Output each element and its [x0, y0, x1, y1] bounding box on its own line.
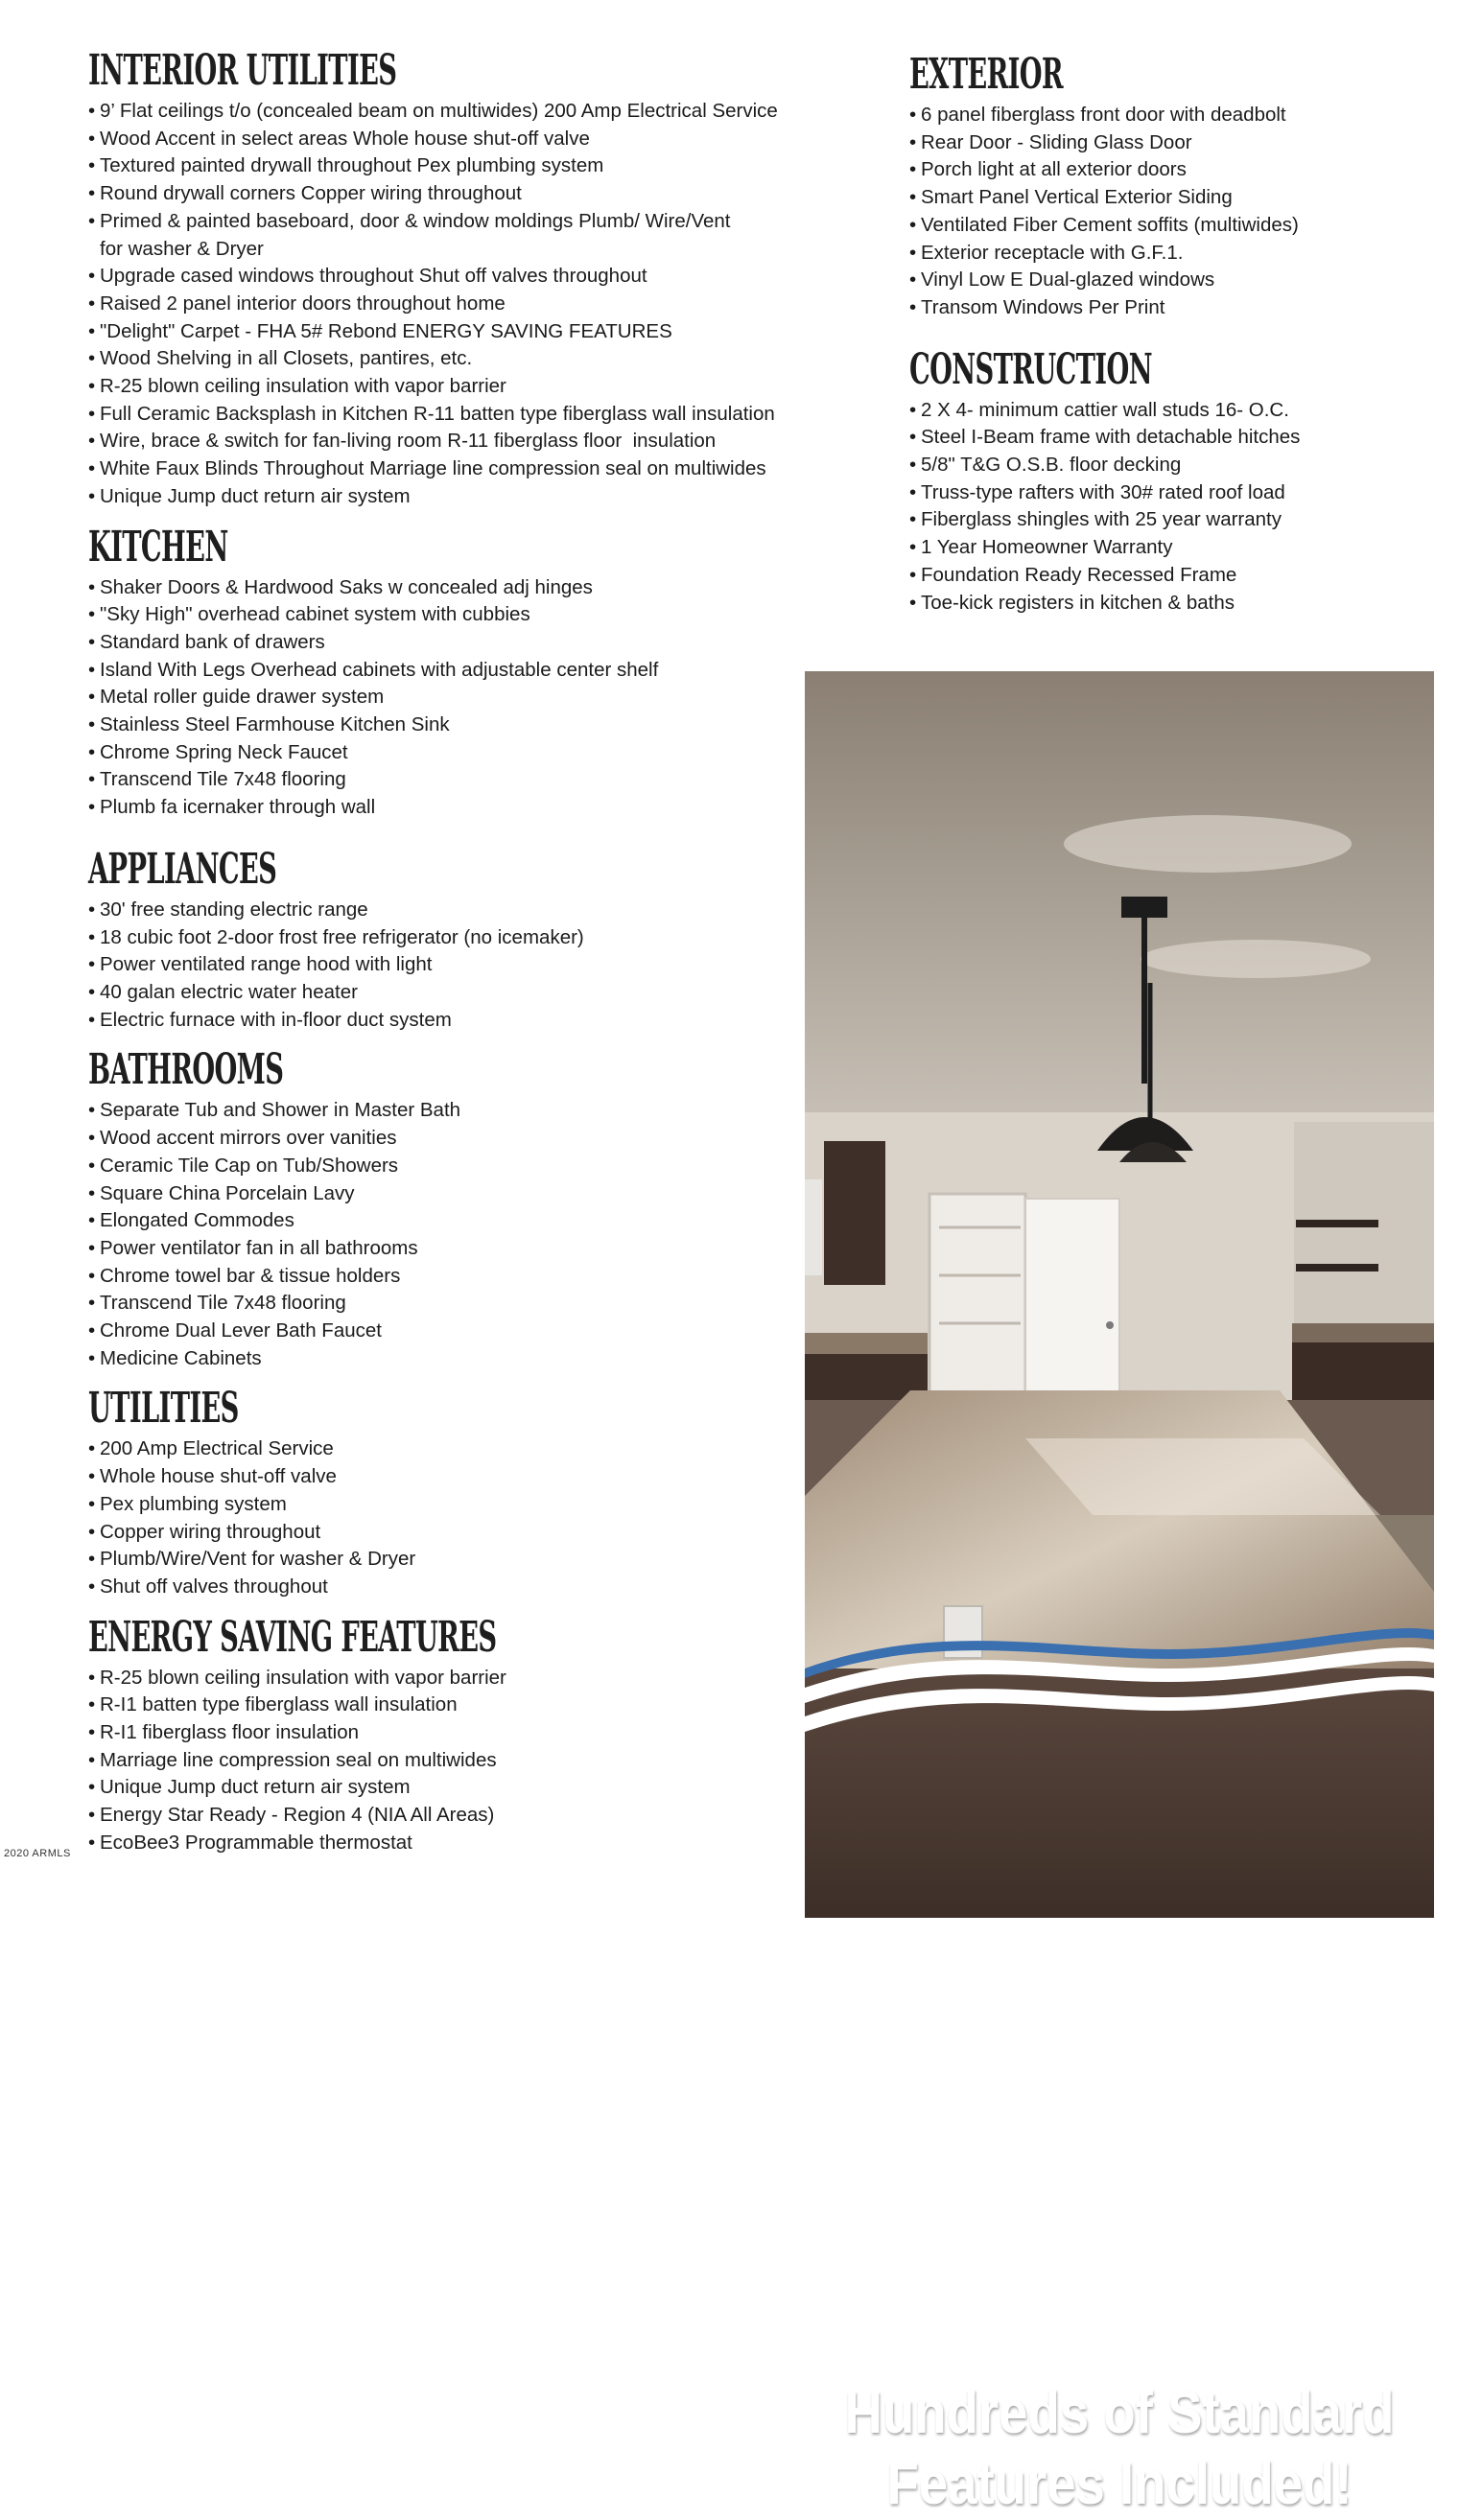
- promo-line-2: Features Included!: [886, 2451, 1353, 2517]
- list-item: • Copper wiring throughout: [88, 1519, 827, 1547]
- energy-saving-heading: ENERGY SAVING FEATURES: [88, 1612, 497, 1662]
- list-item: • Standard bank of drawers: [88, 629, 827, 657]
- list-item: • Power ventilator fan in all bathrooms: [88, 1235, 827, 1263]
- energy-saving-list: [88, 1665, 827, 1857]
- list-item: • Smart Panel Vertical Exterior Siding: [909, 184, 1447, 212]
- left-column: [88, 44, 827, 1867]
- list-item: • Full Ceramic Backsplash in Kitchen R-11 batten type fiberglass wall insulation: [88, 401, 827, 429]
- list-item: • Upgrade cased windows throughout Shut off valves throughout: [88, 263, 827, 291]
- list-item: • Unique Jump duct return air system: [88, 1774, 827, 1802]
- list-item: • Shut off valves throughout: [88, 1574, 827, 1601]
- list-item: • 1 Year Homeowner Warranty: [909, 534, 1447, 562]
- list-item: • Wood Shelving in all Closets, pantires, etc.: [88, 345, 827, 373]
- appliances-list: [88, 897, 827, 1035]
- list-item: • 200 Amp Electrical Service: [88, 1435, 827, 1463]
- list-item: • Shaker Doors & Hardwood Saks w concealed adj hinges: [88, 574, 827, 602]
- right-column: [909, 48, 1447, 626]
- list-item: • Island With Legs Overhead cabinets with adjustable center shelf: [88, 657, 827, 685]
- list-item: • White Faux Blinds Throughout Marriage line compression seal on multiwides: [88, 455, 827, 483]
- list-item: • Wire, brace & switch for fan-living room R-11 fiberglass floor insulation: [88, 428, 827, 455]
- list-item: • 40 galan electric water heater: [88, 979, 827, 1007]
- list-item: • Round drywall corners Copper wiring throughout: [88, 180, 827, 208]
- list-item: • Pex plumbing system: [88, 1491, 827, 1519]
- list-item: • Wood accent mirrors over vanities: [88, 1125, 827, 1153]
- list-item: • R-I1 fiberglass floor insulation: [88, 1719, 827, 1747]
- list-item: • Steel I-Beam frame with detachable hitches: [909, 424, 1447, 452]
- list-item: • Textured painted drywall throughout Pex plumbing system: [88, 152, 827, 180]
- list-item: • 2 X 4- minimum cattier wall studs 16- O.C.: [909, 397, 1447, 425]
- list-item: • Transcend Tile 7x48 flooring: [88, 766, 827, 794]
- copyright-notice: 2020 ARMLS: [4, 1848, 71, 1859]
- list-item: • Plumb fa icernaker through wall: [88, 794, 827, 822]
- list-item: • Vinyl Low E Dual-glazed windows: [909, 267, 1447, 294]
- kitchen-list: [88, 574, 827, 822]
- list-item: • Marriage line compression seal on multiwides: [88, 1747, 827, 1775]
- list-item: • Electric furnace with in-floor duct system: [88, 1007, 827, 1035]
- list-item: • 30' free standing electric range: [88, 897, 827, 924]
- list-item: • Transom Windows Per Print: [909, 294, 1447, 322]
- list-item: • Ventilated Fiber Cement soffits (multiwides): [909, 212, 1447, 240]
- list-item: • Truss-type rafters with 30# rated roof load: [909, 479, 1447, 507]
- list-item: • Chrome Spring Neck Faucet: [88, 739, 827, 767]
- list-item: • Fiberglass shingles with 25 year warranty: [909, 506, 1447, 534]
- list-item: • "Delight" Carpet - FHA 5# Rebond ENERGY SAVING FEATURES: [88, 318, 827, 346]
- list-item: • Primed & painted baseboard, door & window moldings Plumb/ Wire/Vent for washer & Dryer: [88, 208, 827, 263]
- list-item: • 18 cubic foot 2-door frost free refrigerator (no icemaker): [88, 924, 827, 952]
- list-item: • Square China Porcelain Lavy: [88, 1180, 827, 1208]
- list-item: • R-25 blown ceiling insulation with vapor barrier: [88, 1665, 827, 1692]
- list-item: • Exterior receptacle with G.F.1.: [909, 240, 1447, 268]
- bathrooms-heading: BATHROOMS: [88, 1045, 284, 1095]
- list-item: • R-I1 batten type fiberglass wall insulation: [88, 1692, 827, 1719]
- list-item: • 5/8" T&G O.S.B. floor decking: [909, 452, 1447, 479]
- list-item: • Plumb/Wire/Vent for washer & Dryer: [88, 1546, 827, 1574]
- construction-heading: CONSTRUCTION: [909, 344, 1152, 394]
- list-item: • Raised 2 panel interior doors throughout home: [88, 291, 827, 318]
- promo-banner: [842, 2378, 1396, 2520]
- list-item: • "Sky High" overhead cabinet system with cubbies: [88, 601, 827, 629]
- list-item: • EcoBee3 Programmable thermostat: [88, 1830, 827, 1857]
- list-item: • Chrome Dual Lever Bath Faucet: [88, 1318, 827, 1345]
- kitchen-heading: KITCHEN: [88, 522, 228, 572]
- list-item: • Metal roller guide drawer system: [88, 684, 827, 712]
- list-item: • 6 panel fiberglass front door with deadbolt: [909, 102, 1447, 129]
- list-item: • Wood Accent in select areas Whole house shut-off valve: [88, 126, 827, 153]
- kitchen-photo: [805, 671, 1434, 2517]
- list-item: • Chrome towel bar & tissue holders: [88, 1263, 827, 1291]
- list-item: • Porch light at all exterior doors: [909, 156, 1447, 184]
- promo-line-1: Hundreds of Standard: [844, 2380, 1395, 2446]
- interior-utilities-list: [88, 98, 827, 511]
- list-item: • Rear Door - Sliding Glass Door: [909, 129, 1447, 157]
- list-item: • Foundation Ready Recessed Frame: [909, 562, 1447, 590]
- construction-list: [909, 397, 1447, 618]
- list-item: • 9’ Flat ceilings t/o (concealed beam on multiwides) 200 Amp Electrical Service: [88, 98, 827, 126]
- list-item: • Separate Tub and Shower in Master Bath: [88, 1097, 827, 1125]
- utilities-list: [88, 1435, 827, 1600]
- list-item: • Transcend Tile 7x48 flooring: [88, 1290, 827, 1318]
- list-item: • Whole house shut-off valve: [88, 1463, 827, 1491]
- list-item: • Power ventilated range hood with light: [88, 951, 827, 979]
- list-item: • Stainless Steel Farmhouse Kitchen Sink: [88, 712, 827, 739]
- exterior-list: [909, 102, 1447, 322]
- list-item: • Medicine Cabinets: [88, 1345, 827, 1373]
- list-item: • Elongated Commodes: [88, 1207, 827, 1235]
- list-item: • R-25 blown ceiling insulation with vapor barrier: [88, 373, 827, 401]
- list-item: • Energy Star Ready - Region 4 (NIA All Areas): [88, 1802, 827, 1830]
- exterior-heading: EXTERIOR: [909, 50, 1063, 99]
- bathrooms-list: [88, 1097, 827, 1372]
- appliances-heading: APPLIANCES: [88, 844, 277, 894]
- list-item: • Unique Jump duct return air system: [88, 483, 827, 511]
- kitchen-photo-illustration: [805, 671, 1434, 1918]
- utilities-heading: UTILITIES: [88, 1384, 239, 1434]
- list-item: • Toe-kick registers in kitchen & baths: [909, 590, 1447, 618]
- interior-utilities-heading: INTERIOR UTILITIES: [88, 46, 397, 95]
- list-item: • Ceramic Tile Cap on Tub/Showers: [88, 1153, 827, 1180]
